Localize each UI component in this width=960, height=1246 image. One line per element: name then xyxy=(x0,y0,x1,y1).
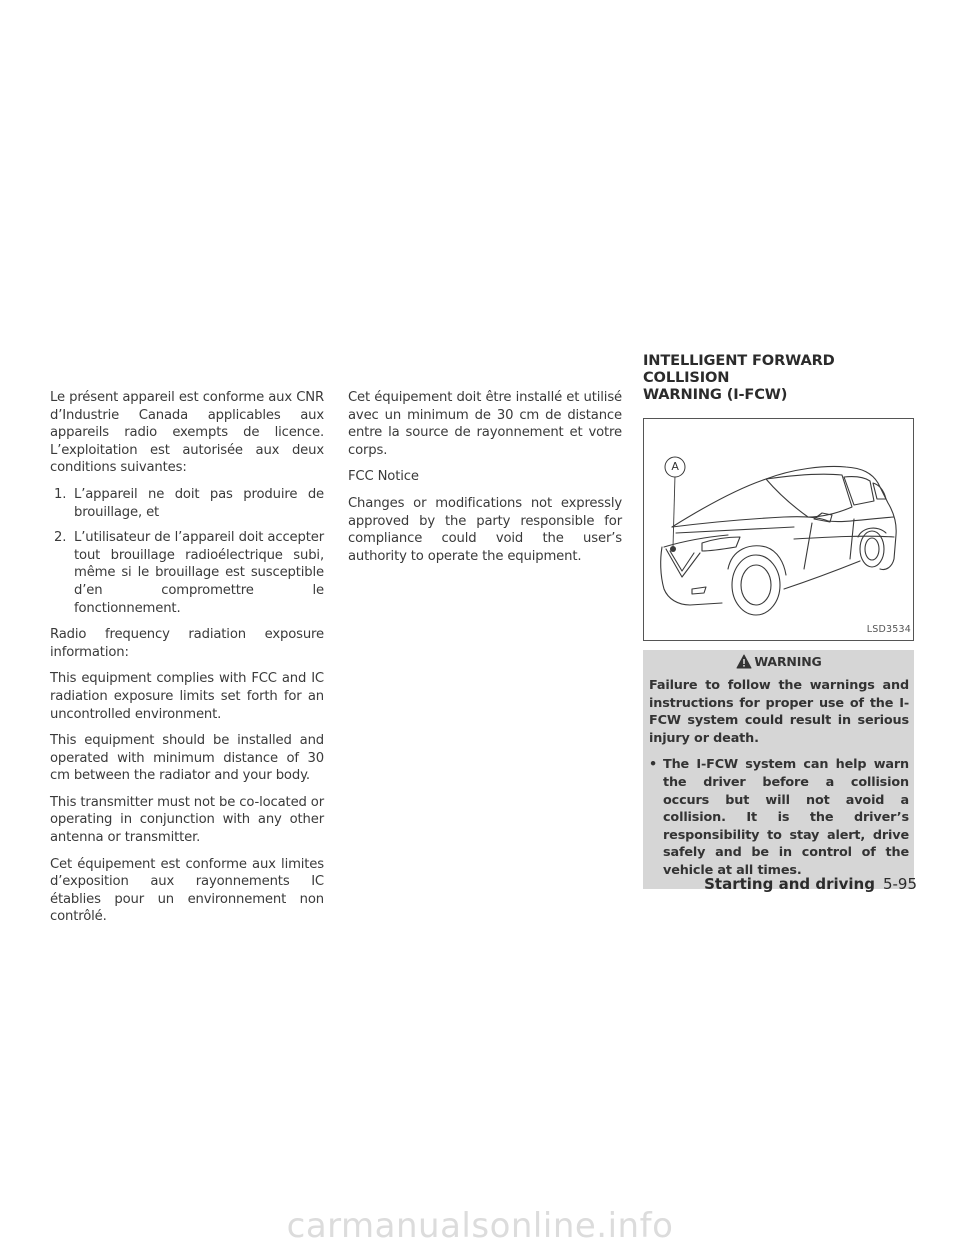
list-item xyxy=(649,756,909,879)
paragraph: Cet équipement doit être installé et utilisé avec un minimum de 30 cm de distance entre la source de rayonnement et votre corps. xyxy=(348,390,622,458)
section-title-line: INTELLIGENT FORWARD COLLISION xyxy=(643,352,835,386)
conditions-list xyxy=(50,486,324,617)
paragraph: Cet équipement est conforme aux limites d’exposition aux rayonnements IC établies pour un environnement non contrôlé. xyxy=(50,856,324,925)
paragraph: This equipment should be installed and operated with minimum distance of 30 cm between the radiator and your body. xyxy=(50,733,324,784)
paragraph: Changes or modifications not expressly approved by the party responsible for compliance could void the user’s authority to operate the equipment. xyxy=(348,495,622,564)
callout-label: A xyxy=(671,460,679,473)
warning-label: WARNING xyxy=(754,654,822,669)
list-text: L’appareil ne doit pas produire de brouillage, et xyxy=(74,486,324,520)
list-number: 1. xyxy=(54,486,67,502)
warning-triangle-icon xyxy=(736,654,752,669)
list-number: 2. xyxy=(54,530,67,546)
warning-heading xyxy=(649,653,909,671)
chapter-title: Starting and driving xyxy=(704,875,875,893)
page-footer xyxy=(704,875,917,893)
column-left xyxy=(50,389,324,935)
bullet-text: The I-FCW system can help warn the driver before a collision occurs but will not avoid a collision. It is the driver’s responsibility to stay alert, drive safely and be in control of the vehicle at all times. xyxy=(663,757,909,878)
list-item xyxy=(50,486,324,521)
warning-bullets xyxy=(649,756,909,879)
figure-car-illustration xyxy=(643,418,914,641)
paragraph: Radio frequency radiation exposure information: xyxy=(50,627,324,660)
bullet-marker: • xyxy=(649,757,658,773)
watermark: carmanualsonline.info xyxy=(286,1206,674,1246)
car-front-three-quarter-illustration xyxy=(644,419,913,640)
figure-id: LSD3534 xyxy=(866,624,911,636)
section-title xyxy=(643,352,914,403)
paragraph: This equipment complies with FCC and IC radiation exposure limits set forth for an uncontrolled environment. xyxy=(50,671,324,722)
intro-paragraph: Le présent appareil est conforme aux CNR d’Industrie Canada applicables aux appareils radio exempts de licence. L’exploitation est autorisée aux deux conditions suivantes: xyxy=(50,390,324,476)
fcc-notice-label: FCC Notice xyxy=(348,469,419,485)
warning-box xyxy=(643,650,914,889)
column-middle xyxy=(348,389,622,574)
section-title-line: WARNING (I-FCW) xyxy=(643,386,788,403)
paragraph: This transmitter must not be co-located or operating in conjunction with any other antenna or transmitter. xyxy=(50,794,324,846)
column-right xyxy=(643,352,914,889)
page-number: 5-95 xyxy=(882,875,917,893)
list-item xyxy=(50,529,324,617)
warning-body: Failure to follow the warnings and instructions for proper use of the I-FCW system could result in serious injury or death. xyxy=(649,678,909,746)
list-text: L’utilisateur de l’appareil doit accepter tout brouillage radioélectrique subi, même si le brouillage est susceptible d’en compromettre le fonctionnement. xyxy=(74,530,324,616)
